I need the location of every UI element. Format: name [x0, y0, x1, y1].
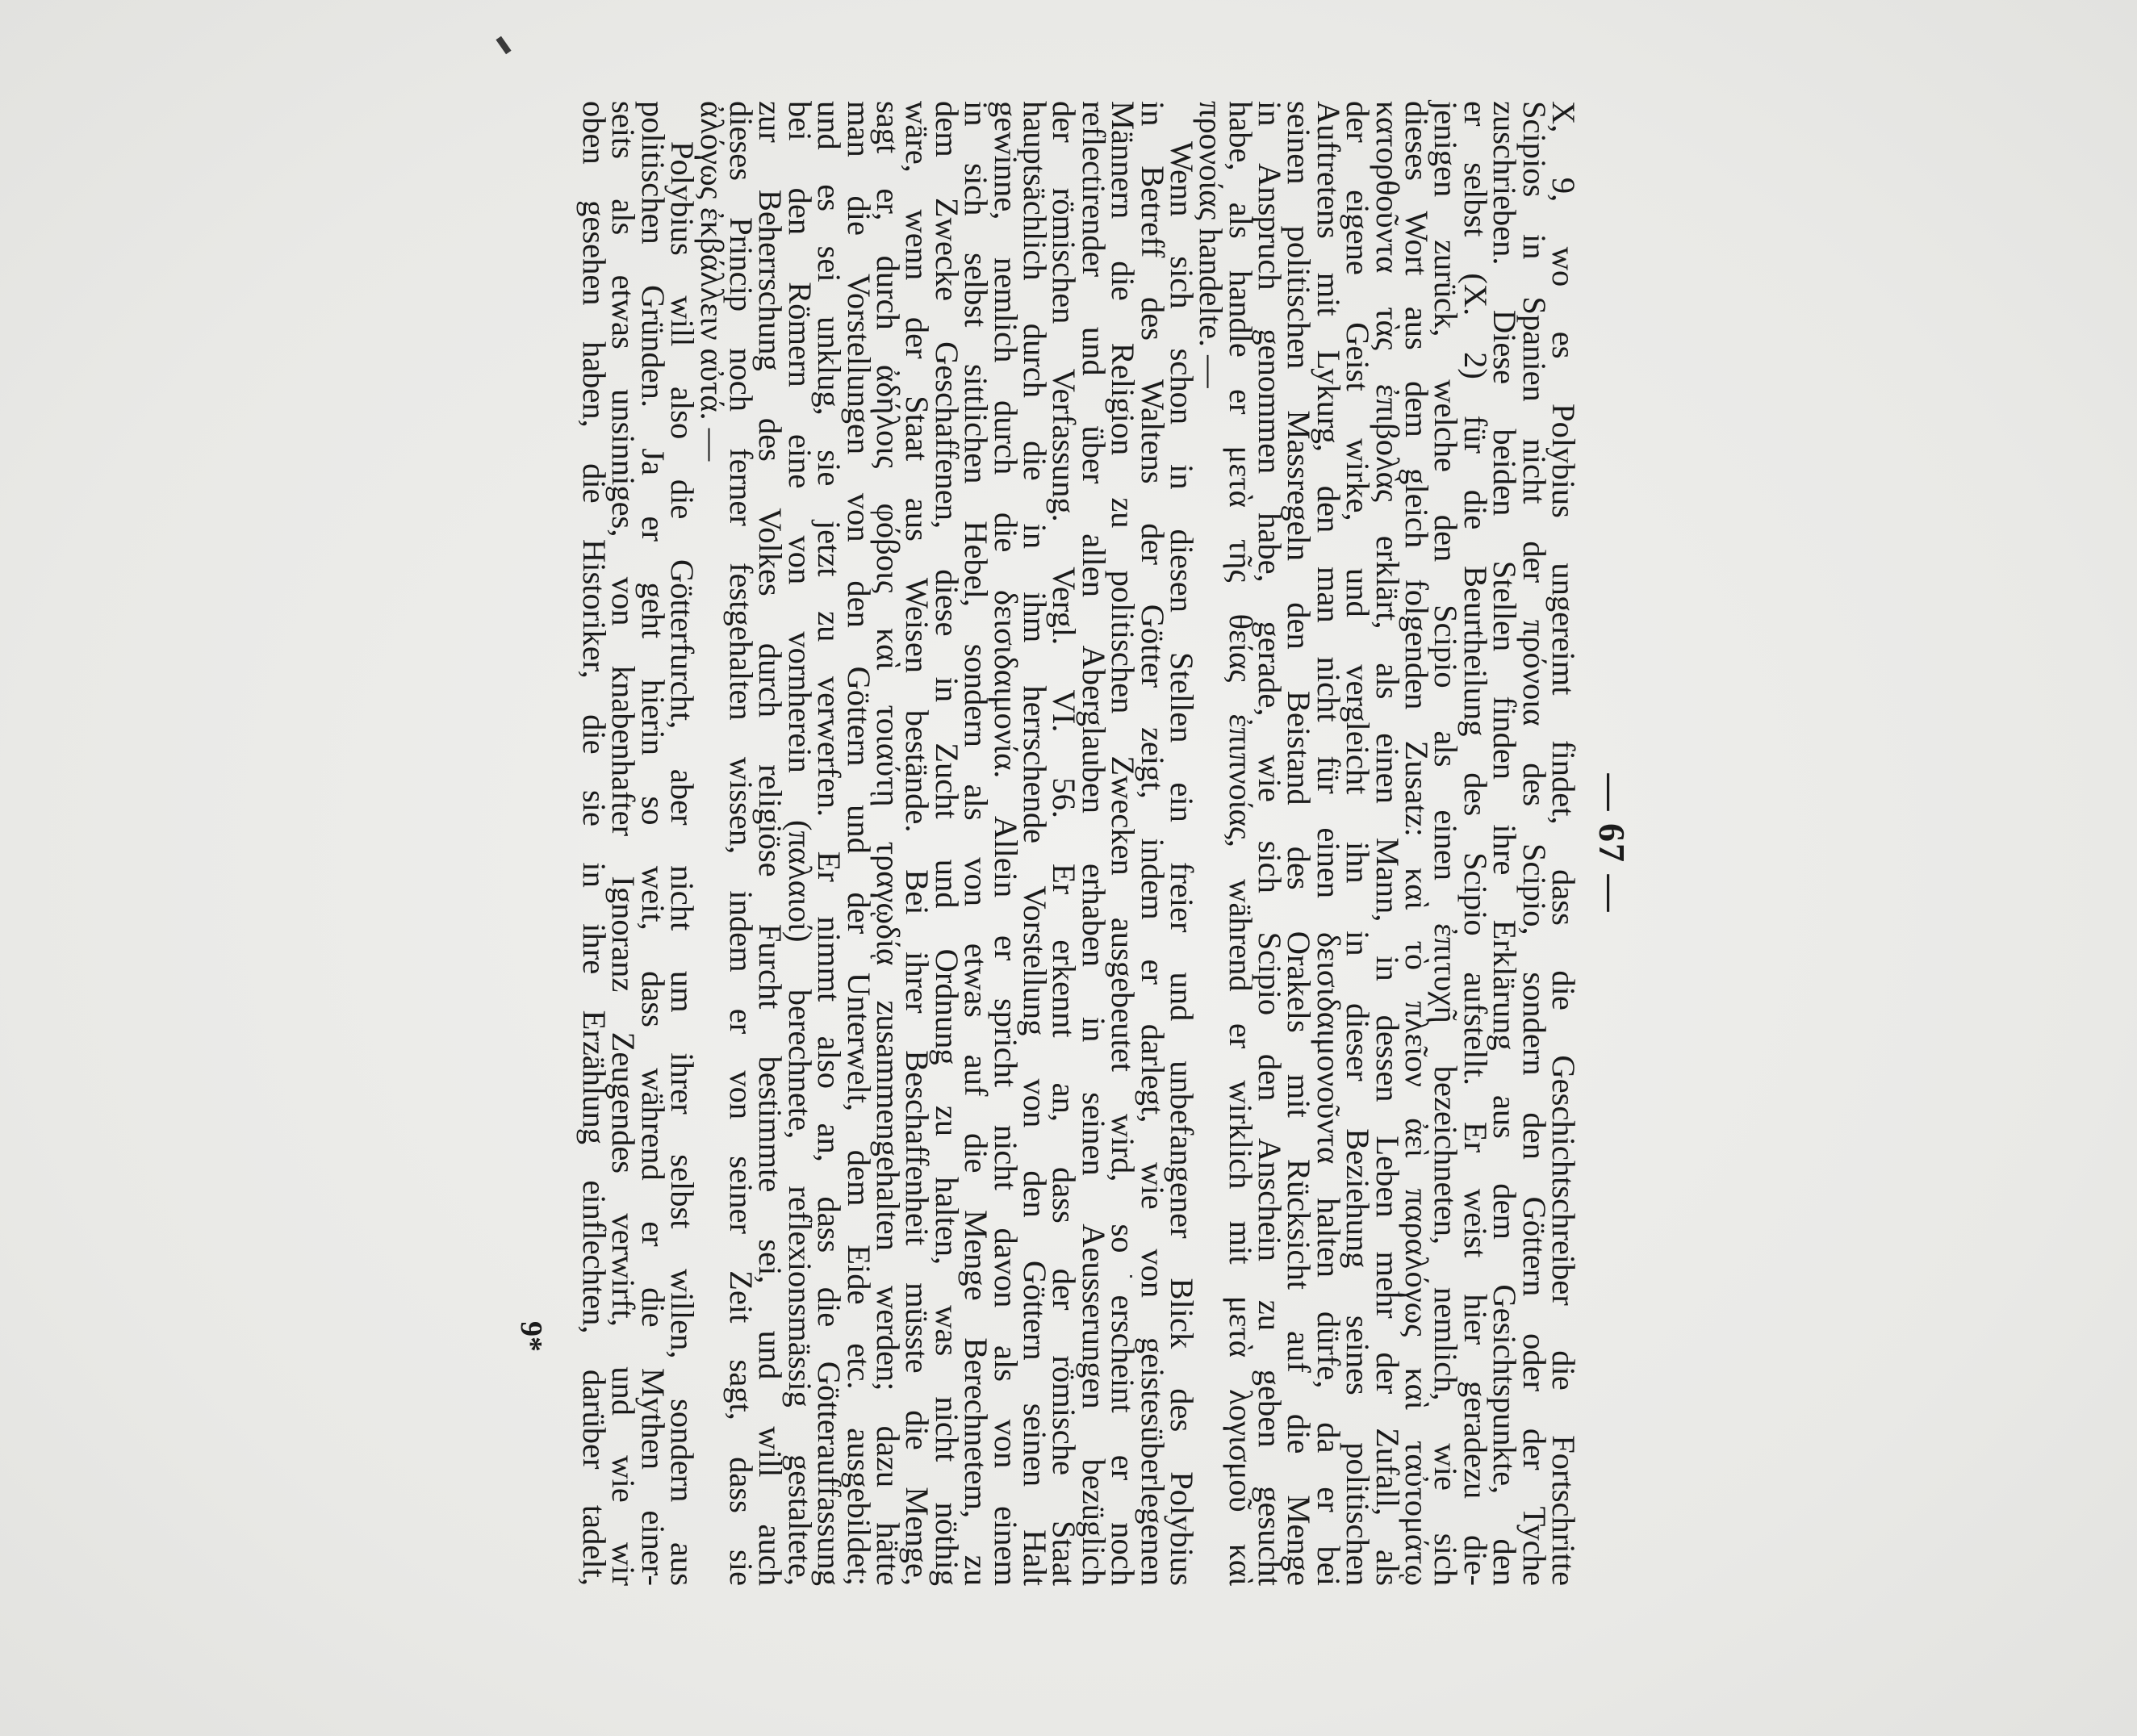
text-line: jenigen zurück, welche den Scipio als einen ἐπιτυχῆ bezeichneten, nemlich, wie sich: [1428, 101, 1465, 1586]
text-line: Männern die Religion zu politischen Zwecken ausgebeutet wird, so erscheint er noch: [1105, 101, 1142, 1586]
text-line: Polybius will also die Götterfurcht, aber nicht um ihrer selbst willen, sondern aus: [664, 141, 701, 1586]
text-line: Scipios in Spanien nicht der πρόνοια des Scipio, sondern den Göttern oder der Tyche: [1516, 101, 1553, 1586]
text-line: in Betreff des Waltens der Götter zeigt, indem er darlegt, wie von geistesüberlegenen: [1134, 101, 1171, 1586]
text-line: dem Zwecke Geschaffenen, diese in Zucht und Ordnung zu halten, was nicht nöthig: [928, 101, 965, 1586]
text-line: dieses Princip noch ferner festgehalten wissen, indem er von seiner Zeit sagt, dass sie: [723, 101, 760, 1586]
book-page-rotated: [504, 101, 1634, 1586]
text-line: bei den Römern eine von vornherein (παλαιοί) berechnete, reflexionsmässig gestaltete,: [781, 101, 818, 1586]
text-line: zur Beherrschung des Volkes durch religiöse Furcht bestimmte sei, und will auch: [752, 101, 789, 1586]
text-line: seinen politischen Massregeln den Beistand des Orakels mit Rücksicht auf die Menge: [1281, 101, 1318, 1586]
text-line: man die Vorstellungen von den Göttern und der Unterwelt, dem Eide etc. ausgebildet;: [840, 101, 877, 1586]
text-line: in sich selbst sittlichen Hebel, sondern als von etwas auf die Menge Berechnetem, zu: [958, 101, 995, 1586]
text-line: er selbst (X. 2) für die Beurtheilung des Scipio aufstellt. Er weist hier geradezu die-: [1457, 101, 1494, 1586]
text-line: reflectirender und über allen Aberglauben erhaben in seinen Aeusserungen bezüglich: [1075, 101, 1112, 1586]
text-line: der römischen Verfassung. Vergl. VI. 56. Er erkennt an, dass der römische Staat: [1046, 101, 1083, 1586]
text-line: wäre, wenn der Staat aus Weisen bestände. Bei ihrer Beschaffenheit müsste die Menge,: [899, 101, 936, 1586]
text-line: gewinne, nemlich durch die δεισιδαιμονία. Allein er spricht nicht davon als von einem: [987, 101, 1024, 1586]
text-line: politischen Gründen. Ja er geht hierin so weit, dass während er die Mythen einer-: [634, 101, 671, 1586]
text-line: seits als etwas unsinniges, von knabenhafter Ignoranz Zeugendes verwirft, und wie wir: [605, 101, 642, 1586]
text-line: X, 9, wo es Polybius ungereimt findet, dass die Geschichtschreiber die Fortschritte: [1545, 101, 1582, 1586]
text-line: hauptsächlich durch die in ihm herrschende Vorstellung von den Göttern seinen Halt: [1016, 101, 1053, 1586]
text-line: sagt er, durch ἀδήλοις φόβοις καὶ τοιαύτῃ τραγῳδίᾳ zusammengehalten werden; dazu hätte: [870, 101, 907, 1586]
text-line: ἀλόγως ἐκβάλλειν αὐτά. —: [693, 101, 730, 462]
text-line: dieses Wort aus dem gleich folgenden Zusatz: καὶ τὸ πλεῖον ἀεὶ παραλόγως καὶ ταὐτομάτῳ: [1399, 101, 1436, 1586]
text-line: der eigene Geist wirke, und vergleicht ihn in dieser Beziehung seines politischen: [1340, 101, 1377, 1586]
text-line: oben gesehen haben, die Historiker, die sie in ihre Erzählung einflechten, darüber tadelt,: [576, 101, 613, 1586]
signature-mark: 9*: [514, 1321, 548, 1352]
text-line: habe, als handle er μετὰ τῆς θείας ἐπιπνοίας, während er wirklich mit μετὰ λογισμοῦ καὶ: [1222, 101, 1259, 1586]
text-line: Auftretens mit Lykurg, den man nicht für einen δεισιδαιμονοῦντα halten dürfe, da er bei: [1310, 101, 1347, 1586]
text-line: προνοίας handelte. —: [1193, 101, 1230, 388]
page-number: — 67 —: [1591, 773, 1633, 914]
body-text: [576, 101, 1582, 1586]
text-line: und es sei unklug, sie jetzt zu verwerfen. Er nimmt also an, dass die Götterauffassung: [811, 101, 848, 1586]
text-line: zuschrieben. Diese beiden Stellen finden ihre Erklärung aus dem Gesichtspunkte, den: [1487, 101, 1524, 1586]
text-line: κατορθοῦντα τὰς ἐπιβολὰς erklärt, als einen Mann, in dessen Leben mehr der Zufall, als: [1369, 101, 1406, 1586]
text-line: Wenn sich schon in diesen Stellen ein freier und unbefangener Blick des Polybius: [1163, 141, 1200, 1586]
text-line: in Anspruch genommen habe, gerade, wie sich Scipio den Anschein zu geben gesucht: [1252, 101, 1289, 1586]
